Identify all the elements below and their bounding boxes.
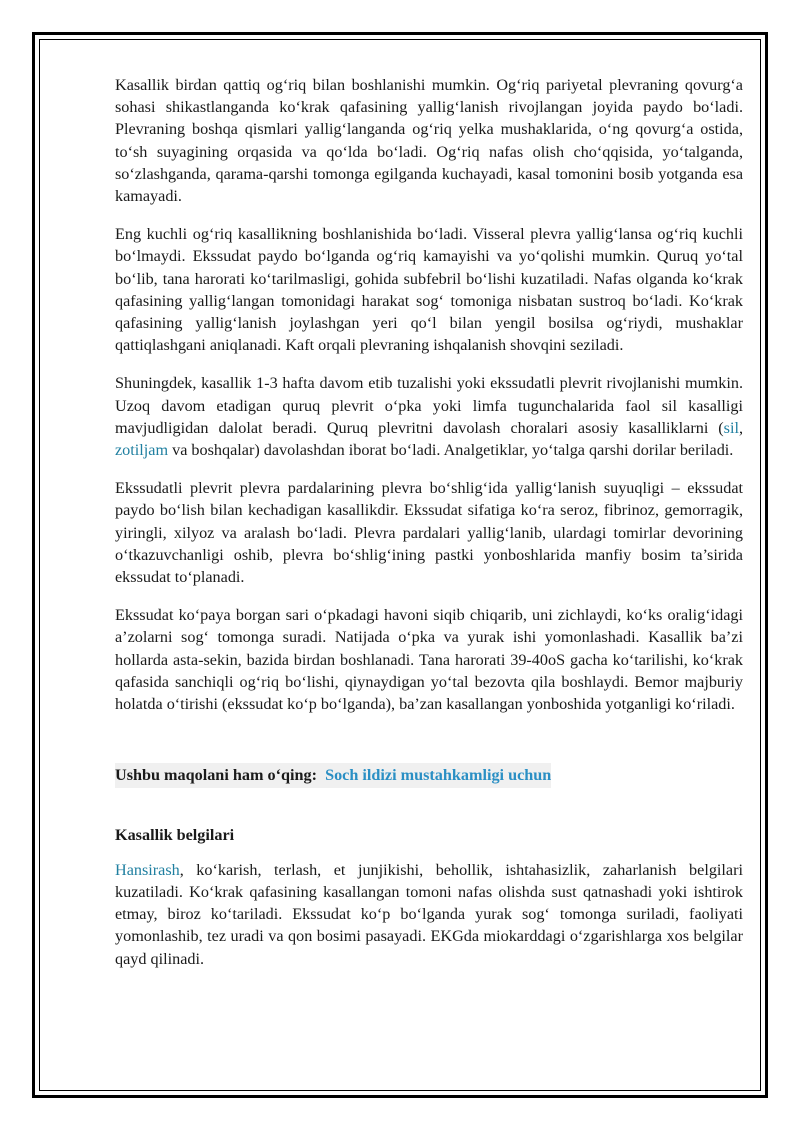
paragraph-2: Eng kuchli og‘riq kasallikning boshlanishida bo‘ladi. Visseral plevra yallig‘lansa og‘riq kuchli bo‘lmaydi. Ekssudat paydo bo‘lganda og‘riq kamayishi va yo‘qolishi mumkin. Quruq yo‘tal bo‘lib, tana harorati ko‘tarilmasligi, gohida subfebril bo‘lishi kuzatiladi. Nafas olganda ko‘krak qafasining yallig‘langan tomonidagi harakat sog‘ tomoniga nisbatan sustroq bo‘ladi. Ko‘krak qafasining yallig‘lanish joylashgan yeri qo‘l bilan yengil bosilsa og‘riydi, mushaklar qattiqlashgani aniqlanadi. Kaft orqali plevraning ishqalanish shovqini seziladi. [115,225,743,355]
paragraph-3-text-a: Shuningdek, kasallik 1-3 hafta davom etib tuzalishi yoki ekssudatli plevrit rivojlanishi mumkin. Uzoq davom etadigan quruq plevrit o‘pka yoki limfa tugunchalarida faol sil kasalligi mavjudligidan dalolat beradi. Quruq plevritni davolash choralari asosiy kasalliklarni ( [115,374,743,437]
paragraph-5: Ekssudat ko‘paya borgan sari o‘pkadagi havoni siqib chiqarib, uni zichlaydi, ko‘ks oralig‘idagi a’zolarni sog‘ tomonga suradi. Natijada o‘pka va yurak ishi yomonlashadi. Kasallik ba’zi hollarda asta-sekin, bazida birdan boshlanadi. Tana harorati 39-40oS gacha ko‘tarilishi, ko‘krak qafasida sanchiqli og‘riq bo‘lishi, qiynaydigan yo‘tal bezovta qila boshlaydi. Bemor majburiy holatda o‘tirishi (ekssudat ko‘p bo‘lganda), ba’zan kasallangan yonboshida yotganligi ko‘riladi. [115,606,743,714]
sil-link[interactable]: sil [723,418,739,437]
paragraph-4: Ekssudatli plevrit plevra pardalarining plevra bo‘shlig‘ida yallig‘lanish suyuqligi – ekssudat paydo bo‘lish bilan kechadigan kasallikdir. Ekssudat sifatiga ko‘ra seroz, fibrinoz, gemorragik, yiringli, xilyoz va aralash bo‘ladi. Plevra pardalari yallig‘lanib, ulardagi tomirlar devorining o‘tkazuvchanligi oshib, plevra bo‘shlig‘ining pastki yonboshlarida manfiy bosim ta’sirida ekssudat to‘planadi. [115,479,743,587]
hansirash-link[interactable]: Hansirash [115,860,180,879]
paragraph-6-text: , ko‘karish, terlash, et junjikishi, behollik, ishtahasizlik, zaharlanish belgilari kuzatiladi. Ko‘krak qafasining kasallangan tomoni nafas olishda sust qatnashadi yoki ishtirok etmay, biroz ko‘tariladi. Ekssudat ko‘p bo‘lganda yurak sog‘ tomonga suriladi, faoliyati yomonlashib, tez uradi va qon bosimi pasayadi. EKGda miokarddagi o‘zgarishlarga xos belgilar qayd qilinadi. [115,860,743,968]
zotiljam-link[interactable]: zotiljam [115,441,169,460]
read-also-box [115,763,551,788]
paragraph-1: Kasallik birdan qattiq og‘riq bilan boshlanishi mumkin. Og‘riq pariyetal plevraning qovurg‘a sohasi shikastlanganda ko‘krak qafasining yallig‘lanish rivojlangan joyida paydo bo‘ladi. Plevraning boshqa qismlari yallig‘langanda og‘riq yelka mushaklarida, o‘ng qovurg‘a ostida, to‘sh suyagining orqasida va qo‘lda bo‘ladi. Og‘riq nafas olish cho‘qqisida, yo‘talganda, so‘zlashganda, qarama-qarshi tomonga egilganda kuchayadi, kasal tomonini bosib yotganda esa kamayadi. [115,76,743,206]
section-heading: Kasallik belgilari [115,826,235,845]
paragraph-3 [115,372,743,461]
paragraph-3-separator: , [738,418,743,437]
read-also-link[interactable]: Soch ildizi mustahkamligi uchun [325,766,552,785]
article-body [115,74,743,986]
read-also-label: Ushbu maqolani ham o‘qing: [115,766,317,785]
paragraph-6 [115,859,743,970]
paragraph-3-text-b: va boshqalar) davolashdan iborat bo‘ladi. Analgetiklar, yo‘talga qarshi dorilar beriladi. [168,441,734,460]
